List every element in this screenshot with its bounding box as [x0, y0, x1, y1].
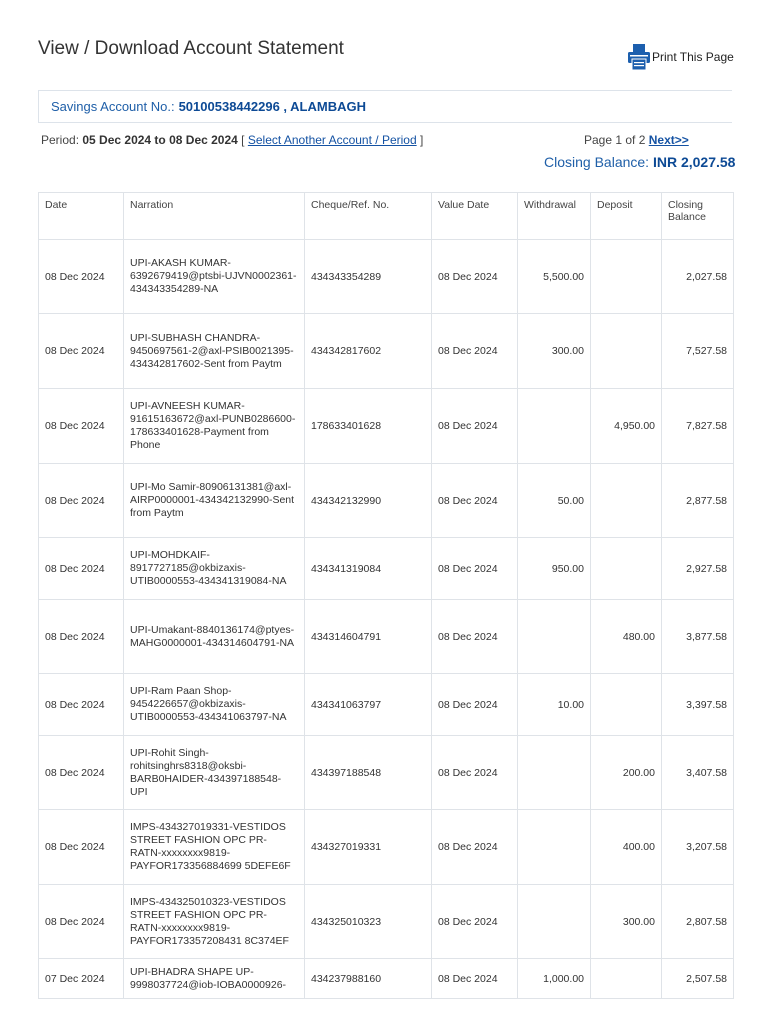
- cell-deposit: 400.00: [591, 810, 662, 885]
- cell-withdrawal: [518, 810, 591, 885]
- cell-date: 08 Dec 2024: [39, 240, 124, 314]
- cell-ref: 434341063797: [305, 674, 432, 736]
- cell-narration: IMPS-434327019331-VESTIDOS STREET FASHION OPC PR-RATN-xxxxxxxx9819-PAYFOR173356884699 5DEFE6F: [124, 810, 305, 885]
- period-label: Period:: [41, 133, 80, 147]
- cell-value-date: 08 Dec 2024: [432, 600, 518, 674]
- cell-withdrawal: 950.00: [518, 538, 591, 600]
- cell-value-date: 08 Dec 2024: [432, 736, 518, 810]
- cell-ref: 434397188548: [305, 736, 432, 810]
- cell-narration: IMPS-434325010323-VESTIDOS STREET FASHION OPC PR-RATN-xxxxxxxx9819-PAYFOR173357208431 8C374EF: [124, 885, 305, 959]
- cell-narration: UPI-Ram Paan Shop-9454226657@okbizaxis-UTIB0000553-434341063797-NA: [124, 674, 305, 736]
- cell-value-date: 08 Dec 2024: [432, 314, 518, 389]
- header-deposit: Deposit: [591, 193, 662, 240]
- cell-deposit: 480.00: [591, 600, 662, 674]
- closing-balance-label: Closing Balance:: [544, 154, 650, 170]
- cell-narration: UPI-MOHDKAIF-8917727185@okbizaxis-UTIB0000553-434341319084-NA: [124, 538, 305, 600]
- cell-ref: 434237988160: [305, 959, 432, 999]
- cell-ref: 434343354289: [305, 240, 432, 314]
- cell-deposit: 4,950.00: [591, 389, 662, 464]
- header-narration: Narration: [124, 193, 305, 240]
- table-header-row: [39, 193, 734, 240]
- header-withdrawal: Withdrawal: [518, 193, 591, 240]
- cell-value-date: 08 Dec 2024: [432, 959, 518, 999]
- cell-value-date: 08 Dec 2024: [432, 674, 518, 736]
- statement-table: [38, 192, 734, 999]
- header-closing-balance: Closing Balance: [662, 193, 734, 240]
- header-ref: Cheque/Ref. No.: [305, 193, 432, 240]
- cell-ref: 434342817602: [305, 314, 432, 389]
- table-row: [39, 600, 734, 674]
- cell-date: 08 Dec 2024: [39, 810, 124, 885]
- cell-balance: 7,827.58: [662, 389, 734, 464]
- cell-value-date: 08 Dec 2024: [432, 885, 518, 959]
- cell-date: 08 Dec 2024: [39, 600, 124, 674]
- next-page-link[interactable]: Next>>: [648, 133, 689, 147]
- cell-balance: 2,807.58: [662, 885, 734, 959]
- cell-deposit: 200.00: [591, 736, 662, 810]
- cell-balance: 3,207.58: [662, 810, 734, 885]
- cell-narration: UPI-AVNEESH KUMAR-91615163672@axl-PUNB0286600-178633401628-Payment from Phone: [124, 389, 305, 464]
- cell-deposit: [591, 538, 662, 600]
- cell-balance: 2,877.58: [662, 464, 734, 538]
- cell-value-date: 08 Dec 2024: [432, 538, 518, 600]
- cell-narration: UPI-AKASH KUMAR-6392679419@ptsbi-UJVN0002361-434343354289-NA: [124, 240, 305, 314]
- cell-withdrawal: [518, 600, 591, 674]
- cell-date: 08 Dec 2024: [39, 314, 124, 389]
- cell-date: 08 Dec 2024: [39, 674, 124, 736]
- account-bar: [38, 90, 732, 123]
- cell-ref: 434327019331: [305, 810, 432, 885]
- cell-balance: 3,407.58: [662, 736, 734, 810]
- cell-date: 08 Dec 2024: [39, 885, 124, 959]
- cell-narration: UPI-Mo Samir-80906131381@axl-AIRP0000001-434342132990-Sent from Paytm: [124, 464, 305, 538]
- cell-withdrawal: [518, 389, 591, 464]
- table-row: [39, 464, 734, 538]
- cell-deposit: [591, 959, 662, 999]
- cell-ref: 434341319084: [305, 538, 432, 600]
- bracket-open: [: [241, 133, 245, 147]
- closing-balance: [544, 154, 735, 170]
- period-range: 05 Dec 2024 to 08 Dec 2024: [82, 133, 238, 147]
- print-page-label: Print This Page: [652, 50, 734, 64]
- header-value-date: Value Date: [432, 193, 518, 240]
- cell-value-date: 08 Dec 2024: [432, 240, 518, 314]
- cell-narration: UPI-SUBHASH CHANDRA-9450697561-2@axl-PSIB0021395-434342817602-Sent from Paytm: [124, 314, 305, 389]
- cell-value-date: 08 Dec 2024: [432, 389, 518, 464]
- page-count: Page 1 of 2: [584, 133, 646, 147]
- header-date: Date: [39, 193, 124, 240]
- cell-deposit: [591, 314, 662, 389]
- cell-balance: 2,507.58: [662, 959, 734, 999]
- cell-narration: UPI-Rohit Singh-rohitsinghrs8318@oksbi-BARB0HAIDER-434397188548-UPI: [124, 736, 305, 810]
- cell-date: 08 Dec 2024: [39, 389, 124, 464]
- cell-withdrawal: 10.00: [518, 674, 591, 736]
- cell-value-date: 08 Dec 2024: [432, 810, 518, 885]
- cell-withdrawal: [518, 885, 591, 959]
- table-row: [39, 959, 734, 999]
- cell-withdrawal: 50.00: [518, 464, 591, 538]
- cell-deposit: [591, 464, 662, 538]
- closing-balance-value: INR 2,027.58: [652, 154, 736, 170]
- cell-ref: 434314604791: [305, 600, 432, 674]
- cell-balance: 3,397.58: [662, 674, 734, 736]
- cell-deposit: [591, 240, 662, 314]
- cell-withdrawal: 1,000.00: [518, 959, 591, 999]
- print-page-button[interactable]: [628, 44, 734, 70]
- table-row: [39, 674, 734, 736]
- table-row: [39, 240, 734, 314]
- cell-date: 07 Dec 2024: [39, 959, 124, 999]
- cell-narration: UPI-Umakant-8840136174@ptyes-MAHG0000001-434314604791-NA: [124, 600, 305, 674]
- cell-ref: 178633401628: [305, 389, 432, 464]
- cell-ref: 434342132990: [305, 464, 432, 538]
- account-number: 50100538442296 , ALAMBAGH: [178, 99, 366, 114]
- bracket-close: ]: [419, 133, 424, 147]
- cell-balance: 2,027.58: [662, 240, 734, 314]
- cell-date: 08 Dec 2024: [39, 464, 124, 538]
- table-row: [39, 314, 734, 389]
- cell-balance: 3,877.58: [662, 600, 734, 674]
- cell-withdrawal: 5,500.00: [518, 240, 591, 314]
- table-row: [39, 736, 734, 810]
- table-row: [39, 389, 734, 464]
- cell-narration: UPI-BHADRA SHAPE UP-9998037724@iob-IOBA0000926-: [124, 959, 305, 999]
- select-another-account-link[interactable]: Select Another Account / Period: [247, 133, 417, 147]
- table-row: [39, 885, 734, 959]
- cell-ref: 434325010323: [305, 885, 432, 959]
- printer-icon: [628, 44, 650, 70]
- cell-balance: 7,527.58: [662, 314, 734, 389]
- page-title: View / Download Account Statement: [38, 38, 344, 59]
- table-row: [39, 810, 734, 885]
- cell-date: 08 Dec 2024: [39, 538, 124, 600]
- cell-deposit: [591, 674, 662, 736]
- cell-date: 08 Dec 2024: [39, 736, 124, 810]
- account-label: Savings Account No.:: [51, 99, 175, 114]
- table-row: [39, 538, 734, 600]
- cell-balance: 2,927.58: [662, 538, 734, 600]
- cell-withdrawal: 300.00: [518, 314, 591, 389]
- period-line: [41, 133, 423, 147]
- pagination: [584, 133, 689, 147]
- cell-withdrawal: [518, 736, 591, 810]
- cell-deposit: 300.00: [591, 885, 662, 959]
- cell-value-date: 08 Dec 2024: [432, 464, 518, 538]
